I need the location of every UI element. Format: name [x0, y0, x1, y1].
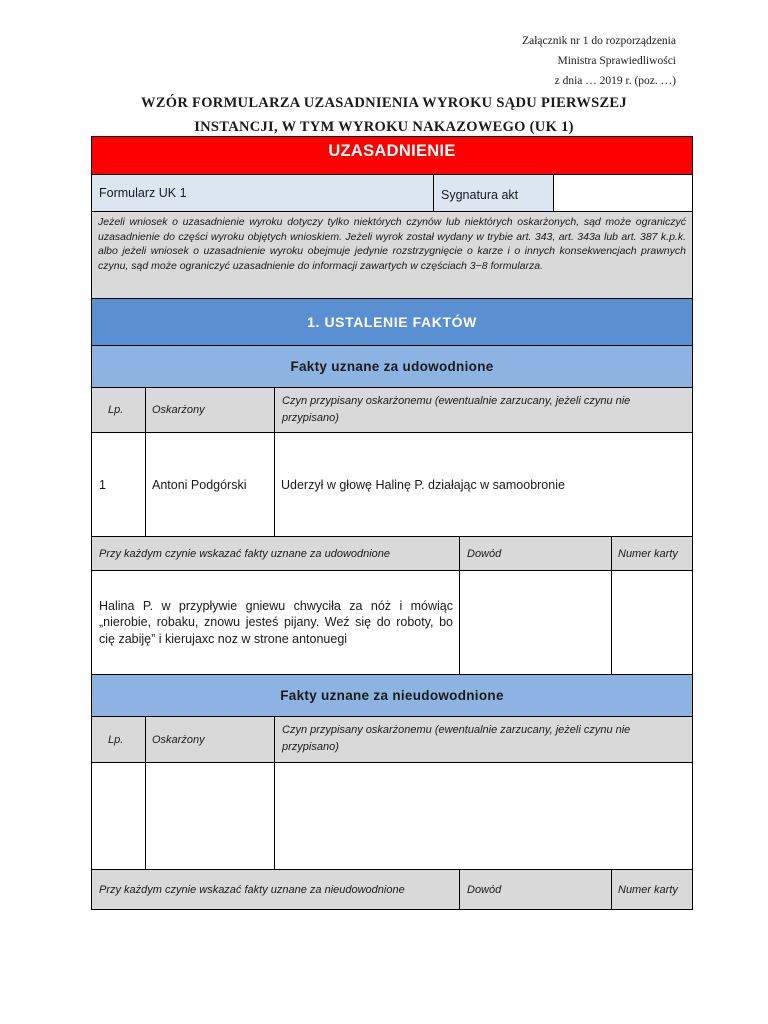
proven-col-oskarzony: Oskarżony: [145, 387, 275, 433]
unproven-dowod-label: Dowód: [459, 869, 612, 910]
unproven-col-czyn: Czyn przypisany oskarżonemu (ewentualnie zarzucany, jeżeli czynu nie przypisano): [274, 716, 693, 763]
proven-dowod-field[interactable]: [459, 570, 612, 675]
proven-row-lp: 1: [91, 432, 146, 537]
proven-facts-text: Halina P. w przypływie gniewu chwyciła za nóż i mówiąc „nierobie, robaku, znowu jesteś pijany. Weź się do roboty, bo cię zabiję” i kierujaxc noz w strone antonuegi: [91, 570, 460, 675]
regulation-reference: [522, 31, 676, 91]
unproven-row-oskarzony[interactable]: [145, 762, 275, 870]
proven-facts-title: Fakty uznane za udowodnione: [91, 345, 693, 388]
document-title-line-1: WZÓR FORMULARZA UZASADNIENIA WYROKU SĄDU PIERWSZEJ: [141, 95, 627, 111]
proven-row-czyn: Uderzył w głowę Halinę P. działając w samoobronie: [274, 432, 693, 537]
regulation-line-2: Ministra Sprawiedliwości: [557, 55, 676, 67]
document-title: [92, 91, 676, 139]
proven-karta-label: Numer karty: [611, 536, 693, 571]
unproven-col-lp: Lp.: [91, 716, 146, 763]
unproven-row-czyn[interactable]: [274, 762, 693, 870]
sygnatura-field[interactable]: [553, 174, 693, 212]
regulation-line-3: z dnia … 2019 r. (poz. …): [554, 75, 676, 87]
proven-row-oskarzony: Antoni Podgórski: [145, 432, 275, 537]
proven-karta-field[interactable]: [611, 570, 693, 675]
proven-dowod-label: Dowód: [459, 536, 612, 571]
proven-col-czyn: Czyn przypisany oskarżonemu (ewentualnie zarzucany, jeżeli czynu nie przypisano): [274, 387, 693, 433]
unproven-facts-label: Przy każdym czynie wskazać fakty uznane za nieudowodnione: [91, 869, 460, 910]
form-heading: UZASADNIENIE: [91, 136, 693, 175]
unproven-row-lp[interactable]: [91, 762, 146, 870]
regulation-line-1: Załącznik nr 1 do rozporządzenia: [522, 35, 676, 47]
formularz-label: Formularz UK 1: [91, 174, 434, 212]
instructions-note: Jeżeli wniosek o uzasadnienie wyroku dotyczy tylko niektórych czynów lub niektórych oskarżonych, sąd może ograniczyć uzasadnienie do części wyroku objętych wnioskiem. Jeżeli wyrok został wydany w trybie art. 343, art. 343a lub art. 387 k.p.k. albo jeżeli wniosek o uzasadnienie wyroku obejmuje jedynie rozstrzygnięcie o karze i o innych konsekwencjach prawnych czynu, sąd może ograniczyć uzasadnienie do informacji zawartych w częściach 3−8 formularza.: [91, 211, 693, 299]
proven-facts-label: Przy każdym czynie wskazać fakty uznane za udowodnione: [91, 536, 460, 571]
unproven-facts-title: Fakty uznane za nieudowodnione: [91, 674, 693, 717]
proven-col-lp: Lp.: [91, 387, 146, 433]
unproven-col-oskarzony: Oskarżony: [145, 716, 275, 763]
section-1-title: 1. USTALENIE FAKTÓW: [91, 298, 693, 346]
document-title-line-2: INSTANCJI, W TYM WYROKU NAKAZOWEGO (UK 1): [194, 119, 574, 135]
unproven-karta-label: Numer karty: [611, 869, 693, 910]
sygnatura-label: Sygnatura akt: [433, 174, 554, 212]
